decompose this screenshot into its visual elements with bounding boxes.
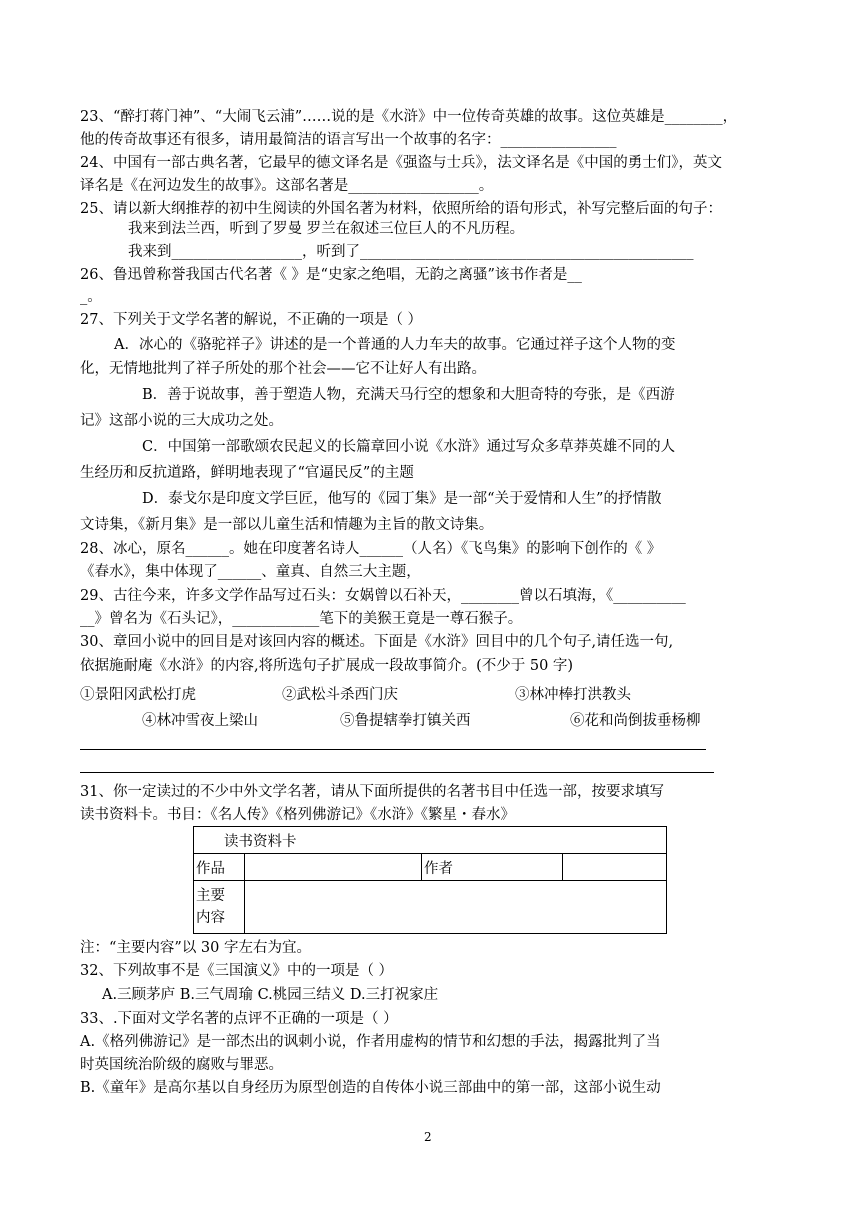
card-author-field[interactable] [563, 854, 667, 881]
q30-option-4: ④林冲雪夜上梁山 [142, 713, 258, 729]
q31-note: 注：“主要内容”以 30 字左右为宜。 [80, 940, 311, 956]
q27-option-a-line1: A．冰心的《骆驼祥子》讲述的是一个普通的人力车夫的故事。它通过祥子这个人物的变 [114, 337, 676, 353]
q25-line1: 25、请以新大纲推荐的初中生阅读的外国名著为材料，依照所给的语句形式，补写完整后面的句子： [80, 201, 722, 217]
q28-line2: 《春水》，集中体现了______、童真、自然三大主题， [80, 564, 421, 580]
card-title: 读书资料卡 [194, 827, 667, 854]
q29-line1: 29、古往今来，许多文学作品写过石头：女娲曾以石补天，________曾以石填海，《__________ [80, 588, 686, 604]
card-content-label-1: 主要 [196, 888, 225, 904]
q30-option-2: ②武松斗杀西门庆 [282, 687, 398, 703]
card-content-field[interactable] [245, 881, 667, 934]
q33-option-b-line1: B.《童年》是高尔基以自身经历为原型创造的自传体小说三部曲中的第一部，这部小说生动 [80, 1080, 661, 1096]
q27-option-d-line2: 文诗集，《新月集》是一部以儿童生活和情趣为主旨的散文诗集。 [80, 517, 494, 533]
q23-line1: 23、“醉打蒋门神”、“大闹飞云浦”……说的是《水浒》中一位传奇英雄的故事。这位英雄是________， [80, 109, 738, 125]
card-work-field[interactable] [245, 854, 422, 881]
q24-line1: 24、中国有一部古典名著，它最早的德文译名是《强盗与士兵》，法文译名是《中国的勇士们》，英文 [80, 155, 722, 171]
q27-option-c-line1: C．中国第一部歌颂农民起义的长篇章回小说《水浒》通过写众多草莽英雄不同的人 [142, 439, 676, 455]
q30-option-6: ⑥花和尚倒拔垂杨柳 [570, 713, 701, 729]
q27-option-b-line2: 记》这部小说的三大成功之处。 [80, 413, 283, 429]
answer-line-1[interactable] [80, 749, 706, 750]
q27-stem: 27、下列关于文学名著的解说，不正确的一项是（ ） [80, 312, 423, 328]
q27-option-b-line1: B．善于说故事，善于塑造人物，充满天马行空的想象和大胆奇特的夸张，是《西游 [142, 387, 675, 403]
q30-line1: 30、章回小说中的回目是对该回内容的概述。下面是《水浒》回目中的几个句子,请任选一句, [80, 634, 674, 650]
q33-stem: 33、.下面对文学名著的点评不正确的一项是（ ） [80, 1011, 398, 1027]
q33-option-a-line1: A.《格列佛游记》是一部杰出的讽刺小说，作者用虚构的情节和幻想的手法，揭露批判了当 [80, 1034, 661, 1050]
q27-option-c-line2: 生经历和反抗道路，鲜明地表现了“官逼民反”的主题 [80, 465, 414, 481]
q31-line1: 31、你一定读过的不少中外文学名著，请从下面所提供的名著书目中任选一部，按要求填写 [80, 784, 664, 800]
q30-line2: 依据施耐庵《水浒》的内容,将所选句子扩展成一段故事简介。(不少于 50 字) [80, 658, 574, 674]
q26-line2: _。 [80, 289, 102, 305]
q25-line3: 我来到__________________，听到了______________________________________________ [128, 244, 694, 260]
q32-options: A.三顾茅庐 B.三气周瑜 C.桃园三结义 D.三打祝家庄 [102, 987, 439, 1003]
q24-line2: 译名是《在河边发生的故事》。这部名著是__________________。 [80, 178, 494, 194]
q33-option-a-line2: 时英国统治阶级的腐败与罪恶。 [80, 1057, 283, 1073]
q23-line2: 他的传奇故事还有很多，请用最简洁的语言写出一个故事的名字：________________ [80, 132, 617, 148]
q25-line2: 我来到法兰西，听到了罗曼 罗兰在叙述三位巨人的不凡历程。 [128, 221, 525, 237]
q26-line1: 26、鲁迅曾称誉我国古代名著《 》是“史家之绝唱，无韵之离骚”该书作者是__ [80, 267, 582, 283]
card-author-label: 作者 [422, 854, 563, 881]
card-content-label [194, 881, 245, 934]
reading-card-table [193, 826, 667, 934]
q31-line2: 读书资料卡。书目：《名人传》《格列佛游记》《水浒》《繁星・春水》 [80, 807, 515, 823]
card-work-label: 作品 [194, 854, 245, 881]
card-content-label-2: 内容 [196, 910, 225, 926]
q27-option-d-line1: D．泰戈尔是印度文学巨匠，他写的《园丁集》是一部“关于爱情和人生”的抒情散 [142, 491, 662, 507]
q28-line1: 28、冰心，原名______。她在印度著名诗人______（人名）《飞鸟集》的影响下创作的《 》 [80, 541, 662, 557]
q30-option-5: ⑤鲁提辖拳打镇关西 [340, 713, 471, 729]
answer-line-2[interactable] [80, 772, 714, 773]
q32-stem: 32、下列故事不是《三国演义》中的一项是（ ） [80, 963, 394, 979]
page-number: 2 [424, 1130, 432, 1144]
q30-option-1: ①景阳冈武松打虎 [80, 687, 196, 703]
q29-line2: __》曾名为《石头记》，____________笔下的美猴王竟是一尊石猴子。 [80, 611, 523, 627]
q30-option-3: ③林冲棒打洪教头 [515, 687, 631, 703]
q27-option-a-line2: 化，无情地批判了祥子所处的那个社会——它不让好人有出路。 [80, 361, 486, 377]
